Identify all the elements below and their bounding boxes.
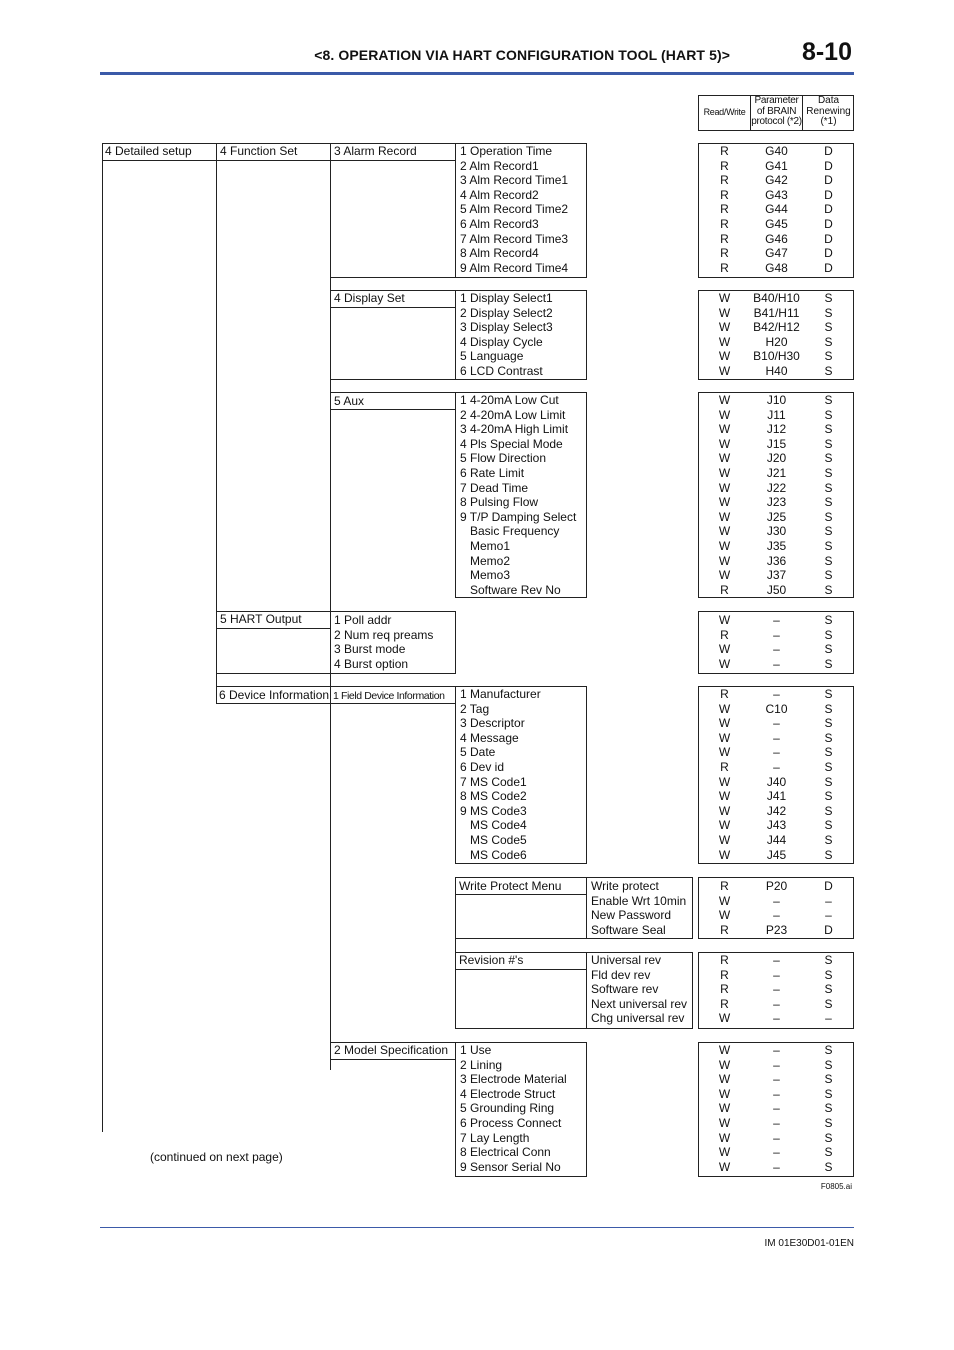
aux-data-cell: S bbox=[824, 582, 833, 597]
wp-item: Write protect bbox=[591, 879, 659, 893]
field-param-cell: J42 bbox=[766, 803, 787, 818]
alarm-item: 7 Alm Record Time3 bbox=[460, 231, 569, 246]
rev-item: Chg universal rev bbox=[591, 1011, 685, 1026]
rev-param-cell: – bbox=[773, 996, 780, 1011]
aux-data-cell: S bbox=[824, 466, 833, 480]
field-rw-cell: W bbox=[718, 716, 731, 731]
wp-rw-cell: R bbox=[720, 922, 729, 937]
field-rw-cell: W bbox=[718, 833, 731, 847]
wp-param-cell: P23 bbox=[765, 922, 788, 937]
model-data-cell: S bbox=[824, 1057, 833, 1072]
aux-param-cell: J11 bbox=[767, 407, 786, 422]
aux-item: Software Rev No bbox=[460, 582, 561, 597]
field-item: 9 MS Code3 bbox=[460, 803, 527, 818]
rev-data-cell: S bbox=[824, 967, 833, 982]
hart-item: 4 Burst option bbox=[334, 656, 409, 671]
page-header-title: <8. OPERATION VIA HART CONFIGURATION TOOL (HART 5)> bbox=[314, 47, 730, 63]
alarm-item: 8 Alm Record4 bbox=[460, 246, 539, 261]
field-rw-cell: W bbox=[718, 730, 731, 745]
wp-item: Software Seal bbox=[591, 922, 666, 937]
hart-rw-cell: R bbox=[720, 627, 729, 642]
model-param-cell: – bbox=[773, 1116, 780, 1130]
alarm-rw-cell: R bbox=[720, 202, 729, 217]
display-rw-cell: W bbox=[718, 364, 731, 378]
alarm-param-cell: G41 bbox=[765, 158, 788, 173]
aux-param-cell: J37 bbox=[766, 568, 787, 583]
wp-param-cell: – bbox=[773, 908, 780, 923]
tree-connector bbox=[455, 894, 456, 1028]
field-param-cell: – bbox=[773, 716, 780, 731]
model-param-cell: – bbox=[773, 1072, 780, 1087]
model-param-cell: – bbox=[773, 1086, 780, 1101]
alarm-rw-cell: R bbox=[720, 231, 729, 246]
alarm-param-cell: G46 bbox=[765, 231, 788, 246]
header-rule bbox=[100, 72, 854, 75]
field-param-cell: – bbox=[773, 687, 780, 701]
rev-data-cell: S bbox=[824, 953, 833, 967]
field-param-cell: – bbox=[773, 760, 780, 774]
wp-data-cell: – bbox=[825, 893, 832, 908]
display-item: 5 Language bbox=[460, 349, 524, 364]
display-param-cell: H20 bbox=[765, 334, 788, 349]
wp-data-cell: D bbox=[824, 879, 833, 893]
rev-item: Universal rev bbox=[591, 953, 662, 967]
aux-param-cell: J10 bbox=[766, 393, 787, 407]
revisions-text: Revision #'s bbox=[459, 953, 524, 967]
write-protect-menu-text: Write Protect Menu bbox=[459, 879, 562, 893]
field-device-information-text: 1 Field Device Information bbox=[333, 690, 445, 702]
hart-param-cell: – bbox=[773, 627, 780, 642]
hart-param-cell: – bbox=[773, 642, 780, 657]
aux-data-cell: S bbox=[824, 495, 833, 510]
rev-item: Next universal rev bbox=[591, 996, 688, 1011]
rev-param-cell: – bbox=[773, 1011, 780, 1026]
tree-connector bbox=[216, 673, 331, 674]
field-rw-cell: W bbox=[718, 847, 731, 862]
display-data-cell: S bbox=[824, 349, 833, 364]
rev-rw-cell: R bbox=[720, 967, 729, 982]
field-rw-cell: W bbox=[718, 818, 731, 833]
aux-data-cell: S bbox=[824, 393, 833, 407]
display-rw-cell: W bbox=[718, 320, 731, 335]
function-set-text: 4 Function Set bbox=[220, 144, 298, 158]
rev-rw-cell: R bbox=[720, 953, 729, 967]
aux-rw-cell: W bbox=[718, 539, 731, 553]
aux-item: Memo2 bbox=[460, 553, 511, 568]
model-rw-cell: W bbox=[718, 1159, 731, 1174]
aux-rw-cell: W bbox=[718, 524, 731, 539]
aux-item: 3 4-20mA High Limit bbox=[460, 422, 569, 437]
page-number: 8-10 bbox=[801, 38, 852, 66]
field-rw-cell: W bbox=[718, 789, 731, 804]
alarm-rw-cell: R bbox=[720, 187, 729, 202]
aux-rw-cell: W bbox=[718, 568, 731, 583]
aux-item: 4 Pls Special Mode bbox=[460, 436, 563, 451]
aux-rw-cell: W bbox=[718, 480, 731, 495]
hart-rw-cell: W bbox=[718, 613, 731, 627]
field-item: 7 MS Code1 bbox=[460, 774, 527, 789]
alarm-rw-cell: R bbox=[720, 260, 729, 275]
alarm-param-cell: G42 bbox=[765, 173, 788, 188]
field-param-cell: C10 bbox=[765, 701, 788, 716]
display-param-cell: B41/H11 bbox=[753, 305, 800, 320]
display-data-cell: S bbox=[824, 320, 833, 335]
figure-id: F0805.ai bbox=[820, 1182, 852, 1191]
field-data-cell: S bbox=[824, 687, 833, 701]
field-item: MS Code5 bbox=[460, 833, 527, 847]
model-item: 1 Use bbox=[460, 1043, 492, 1057]
display-data-cell: S bbox=[824, 334, 833, 349]
model-rw-cell: W bbox=[718, 1101, 731, 1116]
display-data-cell: S bbox=[824, 364, 833, 378]
rev-param-cell: – bbox=[773, 967, 780, 982]
tree-connector bbox=[455, 1028, 587, 1029]
aux-param-cell: J35 bbox=[766, 539, 787, 553]
alarm-item: 1 Operation Time bbox=[460, 144, 553, 158]
rw-column-header: Read/Write bbox=[703, 107, 746, 117]
rev-item: Software rev bbox=[591, 982, 659, 997]
alarm-param-cell: G43 bbox=[765, 187, 788, 202]
field-rw-cell: R bbox=[720, 760, 729, 774]
model-data-cell: S bbox=[824, 1086, 833, 1101]
wp-item: New Password bbox=[591, 908, 672, 923]
aux-rw-cell: W bbox=[718, 553, 731, 568]
footer-rule bbox=[100, 1227, 854, 1228]
aux-item: 8 Pulsing Flow bbox=[460, 495, 539, 510]
aux-rw-cell: W bbox=[718, 393, 731, 407]
alarm-data-cell: D bbox=[824, 173, 833, 188]
aux-data-cell: S bbox=[824, 436, 833, 451]
aux-item: 9 T/P Damping Select bbox=[460, 509, 577, 524]
alarm-data-cell: D bbox=[824, 260, 833, 275]
tree-connector bbox=[330, 277, 456, 278]
alarm-param-cell: G40 bbox=[765, 144, 788, 158]
aux-item: Memo1 bbox=[460, 539, 511, 553]
aux-data-cell: S bbox=[824, 407, 833, 422]
field-data-cell: S bbox=[824, 833, 833, 847]
aux-data-cell: S bbox=[824, 480, 833, 495]
rev-data-cell: S bbox=[824, 982, 833, 997]
aux-rw-cell: W bbox=[718, 407, 731, 422]
field-item: 5 Date bbox=[460, 745, 496, 760]
wp-item: Enable Wrt 10min bbox=[591, 893, 687, 908]
aux-data-cell: S bbox=[824, 451, 833, 466]
aux-item: 5 Flow Direction bbox=[460, 451, 547, 466]
alarm-rw-cell: R bbox=[720, 158, 729, 173]
field-param-cell: – bbox=[773, 745, 780, 760]
aux-param-cell: J36 bbox=[766, 553, 787, 568]
aux-param-cell: J30 bbox=[766, 524, 787, 539]
display-item: 3 Display Select3 bbox=[460, 320, 553, 335]
model-data-cell: S bbox=[824, 1130, 833, 1145]
display-item: 2 Display Select2 bbox=[460, 305, 553, 320]
field-item: MS Code6 bbox=[460, 847, 527, 862]
field-rw-cell: W bbox=[718, 774, 731, 789]
rev-data-cell: – bbox=[825, 1011, 832, 1026]
alarm-data-cell: D bbox=[824, 158, 833, 173]
alarm-param-cell: G48 bbox=[765, 260, 788, 275]
hart-data-cell: S bbox=[824, 613, 833, 627]
alarm-data-cell: D bbox=[824, 187, 833, 202]
field-rw-cell: R bbox=[720, 687, 729, 701]
aux-param-cell: J23 bbox=[766, 495, 787, 510]
aux-data-cell: S bbox=[824, 524, 833, 539]
alarm-data-cell: D bbox=[824, 231, 833, 246]
display-param-cell: B42/H12 bbox=[753, 320, 800, 335]
model-param-cell: – bbox=[773, 1159, 780, 1174]
display-item: 6 LCD Contrast bbox=[460, 364, 543, 378]
field-rw-cell: W bbox=[718, 803, 731, 818]
aux-param-cell: J20 bbox=[766, 451, 787, 466]
alarm-data-cell: D bbox=[824, 246, 833, 261]
alarm-data-cell: D bbox=[824, 144, 833, 158]
rev-rw-cell: W bbox=[718, 1011, 731, 1026]
alarm-item: 9 Alm Record Time4 bbox=[460, 260, 569, 275]
tree-connector bbox=[216, 160, 217, 704]
hart-param-cell: – bbox=[773, 656, 780, 671]
field-data-cell: S bbox=[824, 818, 833, 833]
rev-rw-cell: R bbox=[720, 996, 729, 1011]
rev-param-cell: – bbox=[773, 982, 780, 997]
detailed-setup-text: 4 Detailed setup bbox=[105, 144, 192, 158]
model-rw-cell: W bbox=[718, 1043, 731, 1057]
hart-item: 3 Burst mode bbox=[334, 642, 406, 657]
aux-data-cell: S bbox=[824, 422, 833, 437]
aux-data-cell: S bbox=[824, 509, 833, 524]
field-item: MS Code4 bbox=[460, 818, 527, 833]
model-item: 5 Grounding Ring bbox=[460, 1101, 555, 1116]
display-item: 1 Display Select1 bbox=[460, 291, 553, 305]
alarm-rw-cell: R bbox=[720, 246, 729, 261]
model-item: 2 Lining bbox=[460, 1057, 503, 1072]
display-rw-cell: W bbox=[718, 334, 731, 349]
alarm-item: 3 Alm Record Time1 bbox=[460, 173, 569, 188]
display-data-cell: S bbox=[824, 305, 833, 320]
aux-param-cell: J22 bbox=[766, 480, 787, 495]
field-item: 3 Descriptor bbox=[460, 716, 525, 731]
alarm-data-cell: D bbox=[824, 202, 833, 217]
model-data-cell: S bbox=[824, 1072, 833, 1087]
aux-rw-cell: W bbox=[718, 466, 731, 480]
field-item: 1 Manufacturer bbox=[460, 687, 541, 701]
model-item: 4 Electrode Struct bbox=[460, 1086, 556, 1101]
hart-output-text: 5 HART Output bbox=[220, 612, 302, 626]
model-rw-cell: W bbox=[718, 1145, 731, 1160]
data-renewing-column-header: Data Renewing (*1) bbox=[806, 95, 851, 127]
aux-item: 2 4-20mA Low Limit bbox=[460, 407, 566, 422]
hart-item: 2 Num req preams bbox=[334, 627, 434, 642]
field-data-cell: S bbox=[824, 745, 833, 760]
alarm-item: 2 Alm Record1 bbox=[460, 158, 539, 173]
document-id: IM 01E30D01-01EN bbox=[764, 1238, 854, 1249]
field-data-cell: S bbox=[824, 716, 833, 731]
field-item: 2 Tag bbox=[460, 701, 490, 716]
aux-text: 5 Aux bbox=[334, 394, 365, 408]
field-param-cell: J40 bbox=[766, 774, 787, 789]
display-item: 4 Display Cycle bbox=[460, 334, 543, 349]
model-rw-cell: W bbox=[718, 1130, 731, 1145]
aux-param-cell: J15 bbox=[766, 436, 787, 451]
model-data-cell: S bbox=[824, 1159, 833, 1174]
aux-param-cell: J25 bbox=[766, 509, 787, 524]
alarm-rw-cell: R bbox=[720, 173, 729, 188]
aux-item: Basic Frequency bbox=[460, 524, 560, 539]
alarm-data-cell: D bbox=[824, 217, 833, 231]
wp-rw-cell: W bbox=[718, 908, 731, 923]
alarm-param-cell: G45 bbox=[765, 217, 788, 231]
field-param-cell: – bbox=[773, 730, 780, 745]
field-data-cell: S bbox=[824, 730, 833, 745]
model-item: 6 Process Connect bbox=[460, 1116, 562, 1130]
model-rw-cell: W bbox=[718, 1086, 731, 1101]
wp-param-cell: P20 bbox=[765, 879, 788, 893]
field-param-cell: J41 bbox=[766, 789, 787, 804]
continued-note: (continued on next page) bbox=[150, 1150, 283, 1164]
aux-data-cell: S bbox=[824, 553, 833, 568]
model-specification-text: 2 Model Specification bbox=[334, 1043, 449, 1057]
hart-data-cell: S bbox=[824, 642, 833, 657]
aux-rw-cell: R bbox=[720, 582, 729, 597]
rev-rw-cell: R bbox=[720, 982, 729, 997]
tree-connector bbox=[330, 379, 456, 380]
aux-item: 6 Rate Limit bbox=[460, 466, 525, 480]
alarm-rw-cell: R bbox=[720, 217, 729, 231]
field-rw-cell: W bbox=[718, 745, 731, 760]
hart-data-cell: S bbox=[824, 627, 833, 642]
model-param-cell: – bbox=[773, 1057, 780, 1072]
aux-data-cell: S bbox=[824, 568, 833, 583]
wp-rw-cell: R bbox=[720, 879, 729, 893]
device-information-text: 6 Device Information bbox=[219, 688, 330, 702]
display-set-text: 4 Display Set bbox=[334, 291, 405, 305]
field-item: 8 MS Code2 bbox=[460, 789, 527, 804]
aux-item: 1 4-20mA Low Cut bbox=[460, 393, 559, 407]
model-rw-cell: W bbox=[718, 1057, 731, 1072]
display-param-cell: H40 bbox=[765, 364, 788, 378]
model-param-cell: – bbox=[773, 1130, 780, 1145]
model-item: 9 Sensor Serial No bbox=[460, 1159, 561, 1174]
display-rw-cell: W bbox=[718, 305, 731, 320]
field-param-cell: J44 bbox=[766, 833, 787, 847]
display-param-cell: B10/H30 bbox=[753, 349, 800, 364]
hart-rw-cell: W bbox=[718, 642, 731, 657]
model-data-cell: S bbox=[824, 1101, 833, 1116]
model-item: 7 Lay Length bbox=[460, 1130, 530, 1145]
alarm-param-cell: G47 bbox=[765, 246, 788, 261]
display-rw-cell: W bbox=[718, 349, 731, 364]
aux-rw-cell: W bbox=[718, 422, 731, 437]
model-param-cell: – bbox=[773, 1101, 780, 1116]
alarm-rw-cell: R bbox=[720, 144, 729, 158]
field-data-cell: S bbox=[824, 789, 833, 804]
aux-param-cell: J12 bbox=[766, 422, 787, 437]
field-data-cell: S bbox=[824, 774, 833, 789]
hart-data-cell: S bbox=[824, 656, 833, 671]
aux-item: 7 Dead Time bbox=[460, 480, 529, 495]
field-item: 6 Dev id bbox=[460, 760, 505, 774]
display-rw-cell: W bbox=[718, 291, 731, 305]
aux-data-cell: S bbox=[824, 539, 833, 553]
alarm-record-text: 3 Alarm Record bbox=[334, 144, 417, 158]
brain-column-header: Parameter of BRAIN protocol (*2) bbox=[751, 95, 802, 127]
model-item: 3 Electrode Material bbox=[460, 1072, 567, 1087]
field-param-cell: J45 bbox=[766, 847, 787, 862]
rev-item: Fld dev rev bbox=[591, 967, 651, 982]
alarm-param-cell: G44 bbox=[765, 202, 788, 217]
alarm-item: 5 Alm Record Time2 bbox=[460, 202, 569, 217]
field-data-cell: S bbox=[824, 760, 833, 774]
hart-rw-cell: W bbox=[718, 656, 731, 671]
field-data-cell: S bbox=[824, 701, 833, 716]
model-param-cell: – bbox=[773, 1145, 780, 1160]
model-param-cell: – bbox=[773, 1043, 780, 1057]
tree-connector bbox=[102, 160, 103, 1132]
aux-rw-cell: W bbox=[718, 436, 731, 451]
field-item: 4 Message bbox=[460, 730, 519, 745]
wp-param-cell: – bbox=[773, 893, 780, 908]
aux-param-cell: J50 bbox=[766, 582, 787, 597]
wp-rw-cell: W bbox=[718, 893, 731, 908]
model-item: 8 Electrical Conn bbox=[460, 1145, 551, 1160]
aux-param-cell: J21 bbox=[766, 466, 787, 480]
rev-param-cell: – bbox=[773, 953, 780, 967]
field-rw-cell: W bbox=[718, 701, 731, 716]
aux-rw-cell: W bbox=[718, 451, 731, 466]
field-data-cell: S bbox=[824, 847, 833, 862]
model-rw-cell: W bbox=[718, 1116, 731, 1130]
aux-rw-cell: W bbox=[718, 495, 731, 510]
field-param-cell: J43 bbox=[766, 818, 787, 833]
wp-data-cell: D bbox=[824, 922, 833, 937]
hart-item: 1 Poll addr bbox=[334, 613, 392, 627]
aux-rw-cell: W bbox=[718, 509, 731, 524]
model-rw-cell: W bbox=[718, 1072, 731, 1087]
wp-data-cell: – bbox=[825, 908, 832, 923]
aux-item: Memo3 bbox=[460, 568, 511, 583]
model-data-cell: S bbox=[824, 1043, 833, 1057]
display-data-cell: S bbox=[824, 291, 833, 305]
rev-data-cell: S bbox=[824, 996, 833, 1011]
model-data-cell: S bbox=[824, 1145, 833, 1160]
field-data-cell: S bbox=[824, 803, 833, 818]
hart-param-cell: – bbox=[773, 613, 780, 627]
alarm-item: 6 Alm Record3 bbox=[460, 217, 539, 231]
tree-connector bbox=[455, 938, 587, 939]
display-param-cell: B40/H10 bbox=[753, 291, 800, 305]
alarm-item: 4 Alm Record2 bbox=[460, 187, 539, 202]
model-data-cell: S bbox=[824, 1116, 833, 1130]
